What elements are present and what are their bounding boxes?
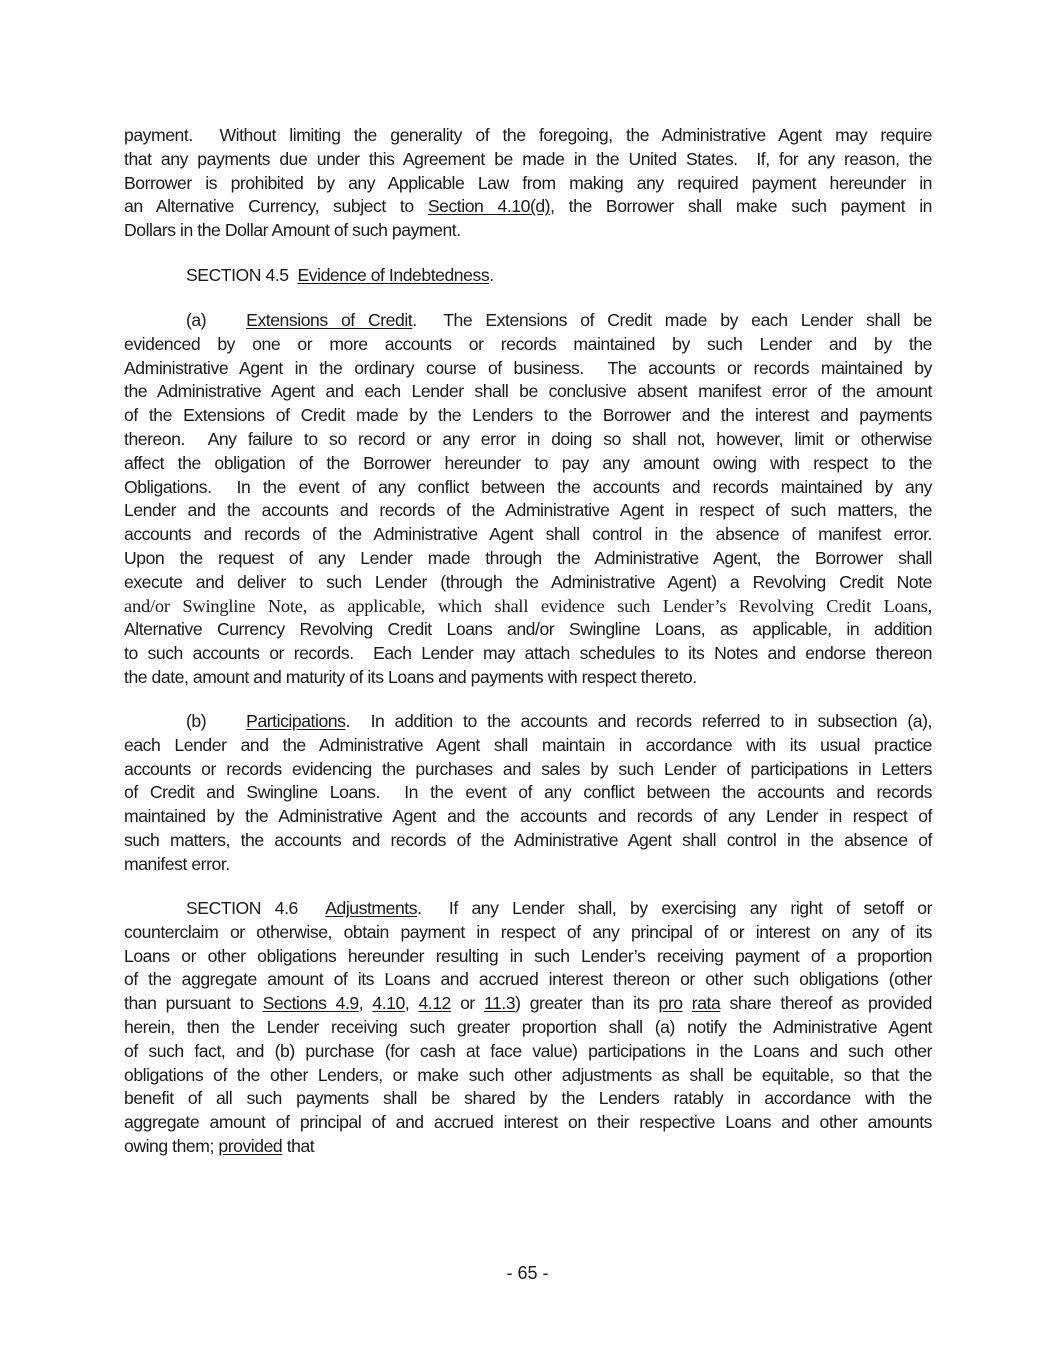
section-reference-link[interactable]: 4.10 bbox=[372, 993, 405, 1014]
text-fragment: ) greater than its bbox=[515, 993, 659, 1014]
text-line: affect the obligation of the Borrower hereunder to pay any amount owing with respect to the bbox=[124, 452, 932, 473]
page-number: - 65 - bbox=[506, 1263, 549, 1283]
text-line: the Administrative Agent and each Lender shall be conclusive absent manifest error of the amount bbox=[124, 381, 932, 402]
text-line: of the aggregate amount of its Loans and accrued interest thereon or other such obligations (other bbox=[124, 969, 932, 990]
text-line bbox=[124, 195, 932, 219]
text-line: the date, amount and maturity of its Loans and payments with respect thereto. bbox=[124, 666, 697, 687]
section-title: Evidence of Indebtedness bbox=[297, 265, 490, 285]
subsection-a bbox=[124, 309, 932, 690]
section-label: SECTION 4.6 bbox=[186, 898, 298, 918]
text-line: Alternative Currency Revolving Credit Loans and/or Swingline Loans, as applicable, in addition bbox=[124, 619, 932, 640]
text-fragment: owing them; bbox=[124, 1135, 219, 1156]
text-line: of such fact, and (b) purchase (for cash at face value) participations in the Loans and such other bbox=[124, 1040, 932, 1061]
text-line: accounts and records of the Administrative Agent shall control in the absence of manifest error. bbox=[124, 524, 932, 545]
text-fragment: or bbox=[450, 993, 484, 1014]
text-line bbox=[124, 992, 932, 1016]
carryover-paragraph bbox=[124, 124, 932, 243]
text-line: execute and deliver to such Lender (through the Administrative Agent) a Revolving Credit Note bbox=[124, 571, 932, 592]
text-line: and/or Swingline Note, as applicable, which shall evidence such Lender’s Revolving Credit Loans, bbox=[124, 595, 932, 616]
text-line: herein, then the Lender receiving such greater proportion shall (a) notify the Administrative Agent bbox=[124, 1016, 932, 1037]
text-line: benefit of all such payments shall be shared by the Lenders ratably in accordance with the bbox=[124, 1088, 932, 1109]
text-line: Dollars in the Dollar Amount of such payment. bbox=[124, 220, 461, 241]
text-line: such matters, the accounts and records of the Administrative Agent shall control in the absence of bbox=[124, 829, 932, 850]
text-line: maintained by the Administrative Agent and the accounts and records of any Lender in respect of bbox=[124, 806, 932, 827]
text-line: of the Extensions of Credit made by the Lenders to the Borrower and the interest and payments bbox=[124, 405, 932, 426]
text-fragment: share thereof as provided bbox=[720, 993, 932, 1014]
emphasis-term: rata bbox=[691, 993, 721, 1014]
text-fragment: that bbox=[282, 1135, 315, 1156]
text-fragment: , bbox=[404, 993, 419, 1014]
section-heading bbox=[186, 264, 494, 288]
section-reference-link[interactable]: Section 4.10(d) bbox=[427, 196, 551, 217]
text-line: that any payments due under this Agreement be made in the United States. If, for any reason, the bbox=[124, 148, 932, 169]
text-line: to such accounts or records. Each Lender may attach schedules to its Notes and endorse thereon bbox=[124, 643, 932, 664]
text-line: Lender and the accounts and records of the Administrative Agent in respect of such matters, the bbox=[124, 500, 932, 521]
text-fragment: an Alternative Currency, subject to bbox=[124, 196, 428, 217]
section-reference-link[interactable]: 4.12 bbox=[418, 993, 451, 1014]
subsection-marker: (b) bbox=[186, 711, 207, 731]
text-line: manifest error. bbox=[124, 853, 230, 874]
text-fragment: . The Extensions of Credit made by each Lender shall be bbox=[412, 310, 932, 330]
text-line: evidenced by one or more accounts or records maintained by such Lender and by the bbox=[124, 333, 932, 354]
subsection-b bbox=[124, 710, 932, 877]
subsection-title: Participations bbox=[246, 711, 346, 731]
section-reference-link[interactable]: 11.3 bbox=[484, 993, 516, 1014]
text-fragment: , the Borrower shall make such payment in bbox=[550, 196, 932, 217]
text-line bbox=[124, 309, 932, 333]
text-line: Upon the request of any Lender made through the Administrative Agent, the Borrower shall bbox=[124, 547, 932, 568]
text-fragment: , bbox=[358, 993, 373, 1014]
section-reference-link[interactable]: Sections 4.9 bbox=[262, 993, 359, 1014]
text-line bbox=[124, 710, 932, 734]
text-fragment: . In addition to the accounts and records referred to in subsection (a), bbox=[345, 711, 932, 731]
section-title-suffix: . bbox=[489, 265, 494, 285]
emphasis-term: pro bbox=[658, 993, 683, 1014]
text-line: Loans or other obligations hereunder resulting in such Lender’s receiving payment of a proportion bbox=[124, 945, 932, 966]
section-label: SECTION 4.5 bbox=[186, 265, 289, 285]
text-line: each Lender and the Administrative Agent shall maintain in accordance with its usual practice bbox=[124, 734, 932, 755]
subsection-title: Extensions of Credit bbox=[246, 310, 413, 330]
text-line: Borrower is prohibited by any Applicable Law from making any required payment hereunder in bbox=[124, 172, 932, 193]
subsection-marker: (a) bbox=[186, 310, 207, 330]
text-line: thereon. Any failure to so record or any error in doing so shall not, however, limit or otherwise bbox=[124, 428, 932, 449]
text-line: Administrative Agent in the ordinary course of business. The accounts or records maintained by bbox=[124, 357, 932, 378]
text-line: obligations of the other Lenders, or make such other adjustments as shall be equitable, so that the bbox=[124, 1064, 932, 1085]
emphasis-term: provided bbox=[218, 1135, 283, 1156]
text-line: payment. Without limiting the generality of the foregoing, the Administrative Agent may require bbox=[124, 125, 932, 145]
section-title: Adjustments bbox=[325, 898, 418, 918]
text-line: accounts or records evidencing the purchases and sales by such Lender of participations in Letters bbox=[124, 758, 932, 779]
text-fragment bbox=[683, 993, 692, 1013]
text-line bbox=[124, 1135, 932, 1159]
text-line: aggregate amount of principal of and accrued interest on their respective Loans and other amounts bbox=[124, 1112, 932, 1133]
text-fragment: than pursuant to bbox=[124, 993, 263, 1014]
text-line: of Credit and Swingline Loans. In the event of any conflict between the accounts and records bbox=[124, 782, 932, 803]
text-line: Obligations. In the event of any conflict between the accounts and records maintained by any bbox=[124, 476, 932, 497]
text-line: counterclaim or otherwise, obtain payment in respect of any principal of or interest on any of its bbox=[124, 921, 932, 942]
section-4-6 bbox=[124, 897, 932, 1159]
text-fragment: . If any Lender shall, by exercising any right of setoff or bbox=[417, 898, 932, 918]
text-line bbox=[124, 897, 932, 921]
